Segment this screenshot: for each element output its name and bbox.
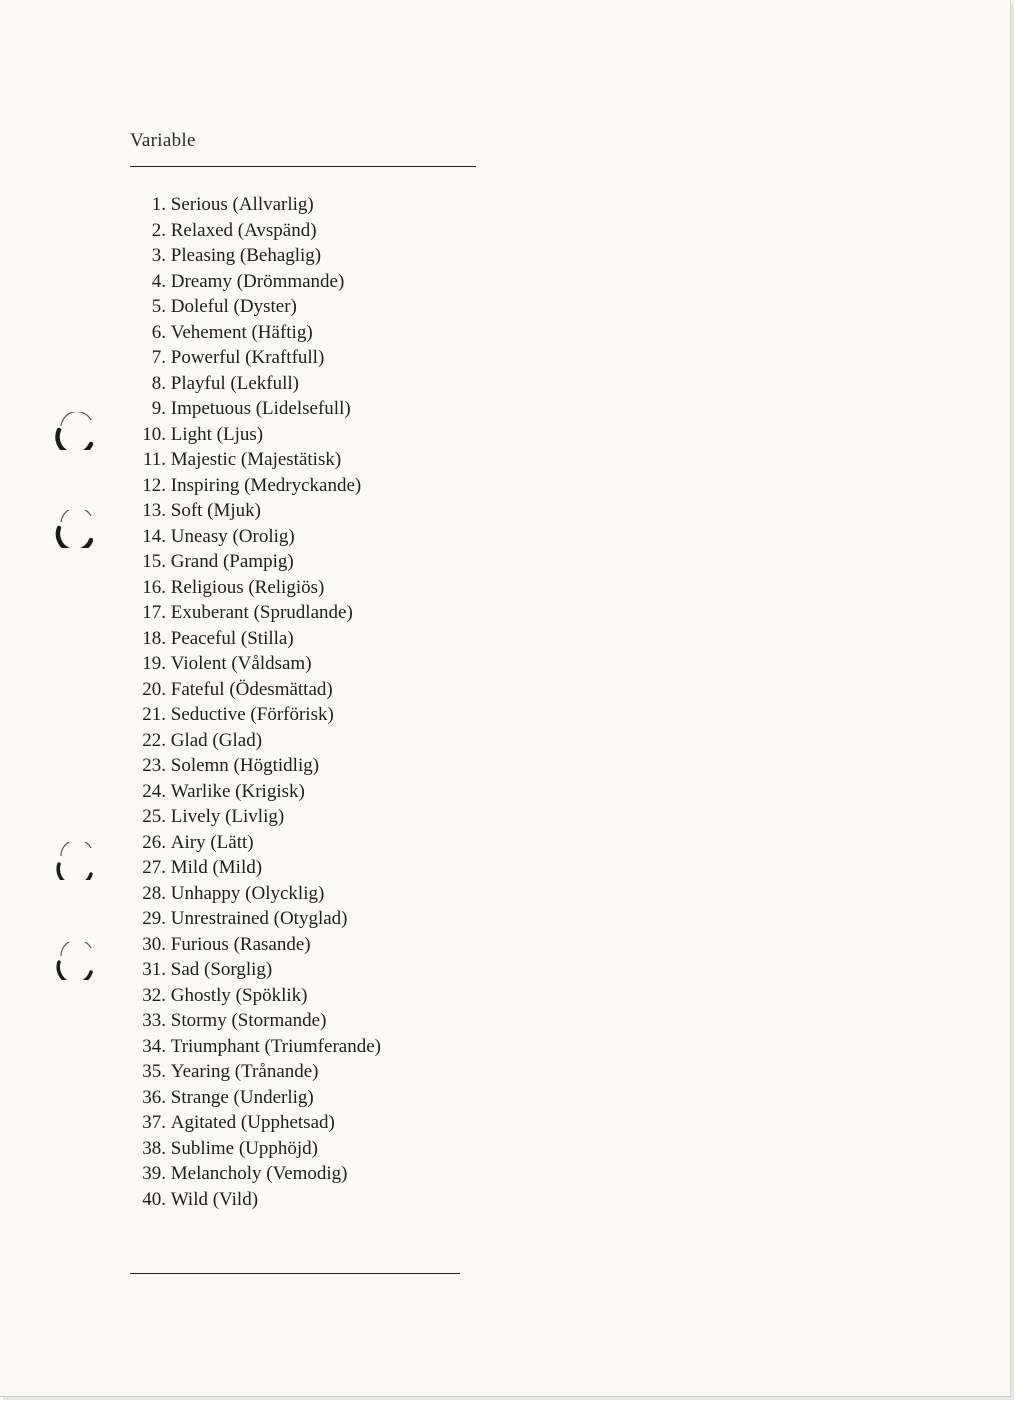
variable-item xyxy=(120,218,381,244)
variable-number: 27. xyxy=(142,857,166,878)
variable-item xyxy=(120,957,381,983)
variable-number: 7. xyxy=(151,347,166,368)
variable-number: 3. xyxy=(151,245,166,266)
variable-item xyxy=(120,830,381,856)
variable-item xyxy=(120,396,381,422)
variable-item xyxy=(120,269,381,295)
variable-label: Pleasing (Behaglig) xyxy=(170,245,322,266)
variable-number: 28. xyxy=(142,882,166,904)
variable-label: Light (Ljus) xyxy=(170,423,264,445)
variable-label: Sublime (Upphöjd) xyxy=(170,1137,318,1159)
variable-item xyxy=(120,779,381,805)
variable-item xyxy=(120,651,381,677)
variable-item xyxy=(120,932,381,958)
variable-label: Peaceful (Stilla) xyxy=(170,627,294,649)
variable-item xyxy=(120,1110,381,1136)
variable-label: Violent (Våldsam) xyxy=(170,653,312,674)
variable-item xyxy=(120,1187,381,1213)
variable-item xyxy=(120,498,381,524)
variable-label: Exuberant (Sprudlande) xyxy=(170,602,353,623)
variable-label: Playful (Lekfull) xyxy=(170,372,299,394)
variable-item xyxy=(120,524,381,550)
variable-item xyxy=(120,422,381,448)
punch-hole-icon xyxy=(55,942,93,980)
variable-item xyxy=(120,371,381,397)
variable-item xyxy=(120,447,381,473)
variable-number: 21. xyxy=(142,704,166,725)
variable-item xyxy=(120,1136,381,1162)
variable-number: 20. xyxy=(142,678,166,700)
header-rule xyxy=(130,166,476,167)
variable-item xyxy=(120,345,381,371)
variable-number: 35. xyxy=(142,1061,166,1082)
variable-item xyxy=(120,473,381,499)
variable-number: 10. xyxy=(142,423,166,445)
variable-number: 40. xyxy=(142,1188,166,1210)
variable-number: 33. xyxy=(142,1010,166,1031)
variable-number: 39. xyxy=(142,1163,166,1184)
punch-hole-icon xyxy=(55,412,93,450)
variable-label: Vehement (Häftig) xyxy=(170,321,313,343)
variable-number: 30. xyxy=(142,933,166,955)
variable-number: 37. xyxy=(142,1112,166,1133)
variable-item xyxy=(120,575,381,601)
variable-number: 13. xyxy=(142,500,166,521)
variable-label: Furious (Rasande) xyxy=(170,933,311,955)
variable-label: Relaxed (Avspänd) xyxy=(170,219,317,241)
variable-label: Triumphant (Triumferande) xyxy=(170,1035,381,1057)
variable-label: Inspiring (Medryckande) xyxy=(170,474,362,496)
variable-label: Impetuous (Lidelsefull) xyxy=(170,398,351,419)
variable-label: Doleful (Dyster) xyxy=(170,296,297,317)
footer-rule xyxy=(130,1273,460,1274)
variable-label: Grand (Pampig) xyxy=(170,551,294,572)
variable-item xyxy=(120,702,381,728)
variable-label: Unhappy (Olycklig) xyxy=(170,882,325,904)
variable-label: Uneasy (Orolig) xyxy=(170,525,295,547)
variable-item xyxy=(120,320,381,346)
variable-number: 6. xyxy=(151,321,166,343)
variable-number: 26. xyxy=(142,831,166,853)
variable-number: 36. xyxy=(142,1086,166,1108)
variable-label: Glad (Glad) xyxy=(170,729,263,751)
variable-label: Serious (Allvarlig) xyxy=(170,194,314,215)
variable-item xyxy=(120,1161,381,1187)
variable-number: 16. xyxy=(142,576,166,598)
variable-label: Unrestrained (Otyglad) xyxy=(170,908,348,929)
variable-number: 34. xyxy=(142,1035,166,1057)
variable-number: 25. xyxy=(142,806,166,827)
variable-item xyxy=(120,677,381,703)
variable-item xyxy=(120,881,381,907)
variable-label: Powerful (Kraftfull) xyxy=(170,347,325,368)
variable-label: Seductive (Förförisk) xyxy=(170,704,334,725)
variable-label: Fateful (Ödesmättad) xyxy=(170,678,333,700)
variable-number: 8. xyxy=(151,372,166,394)
variable-item xyxy=(120,1059,381,1085)
variable-number: 4. xyxy=(151,270,166,292)
variable-item xyxy=(120,753,381,779)
variable-number: 24. xyxy=(142,780,166,802)
variable-label: Lively (Livlig) xyxy=(170,806,285,827)
column-header: Variable xyxy=(130,130,196,151)
variable-item xyxy=(120,294,381,320)
variable-label: Strange (Underlig) xyxy=(170,1086,314,1108)
variable-item xyxy=(120,855,381,881)
variable-label: Ghostly (Spöklik) xyxy=(170,984,308,1006)
variable-number: 5. xyxy=(151,296,166,317)
variable-label: Solemn (Högtidlig) xyxy=(170,755,320,776)
variable-label: Airy (Lätt) xyxy=(170,831,254,853)
variable-number: 17. xyxy=(142,602,166,623)
variable-number: 32. xyxy=(142,984,166,1006)
variable-item xyxy=(120,192,381,218)
variable-item xyxy=(120,906,381,932)
variable-number: 2. xyxy=(151,219,166,241)
variable-label: Majestic (Majestätisk) xyxy=(170,449,342,470)
variable-item xyxy=(120,1034,381,1060)
variable-number: 19. xyxy=(142,653,166,674)
variable-item xyxy=(120,728,381,754)
punch-hole-icon xyxy=(55,842,93,880)
variable-number: 23. xyxy=(142,755,166,776)
variable-item xyxy=(120,600,381,626)
variable-item xyxy=(120,243,381,269)
variable-number: 29. xyxy=(142,908,166,929)
variable-item xyxy=(120,549,381,575)
variable-label: Agitated (Upphetsad) xyxy=(170,1112,335,1133)
variable-label: Stormy (Stormande) xyxy=(170,1010,327,1031)
variable-item xyxy=(120,1008,381,1034)
variable-number: 11. xyxy=(142,449,166,470)
variable-number: 12. xyxy=(142,474,166,496)
punch-hole-icon xyxy=(55,510,93,548)
variable-number: 9. xyxy=(151,398,166,419)
variable-number: 31. xyxy=(142,959,166,980)
variable-number: 1. xyxy=(151,194,166,215)
variable-label: Dreamy (Drömmande) xyxy=(170,270,345,292)
variable-number: 18. xyxy=(142,627,166,649)
variable-label: Wild (Vild) xyxy=(170,1188,259,1210)
variable-number: 14. xyxy=(142,525,166,547)
variable-item xyxy=(120,626,381,652)
variable-number: 38. xyxy=(142,1137,166,1159)
variable-label: Melancholy (Vemodig) xyxy=(170,1163,348,1184)
variable-label: Soft (Mjuk) xyxy=(170,500,261,521)
variable-label: Sad (Sorglig) xyxy=(170,959,273,980)
variable-number: 22. xyxy=(142,729,166,751)
variable-list xyxy=(120,192,381,1212)
variable-number: 15. xyxy=(142,551,166,572)
variable-label: Religious (Religiös) xyxy=(170,576,325,598)
variable-item xyxy=(120,983,381,1009)
variable-item xyxy=(120,1085,381,1111)
variable-label: Warlike (Krigisk) xyxy=(170,780,305,802)
variable-label: Yearing (Trånande) xyxy=(170,1061,319,1082)
variable-label: Mild (Mild) xyxy=(170,857,263,878)
variable-item xyxy=(120,804,381,830)
